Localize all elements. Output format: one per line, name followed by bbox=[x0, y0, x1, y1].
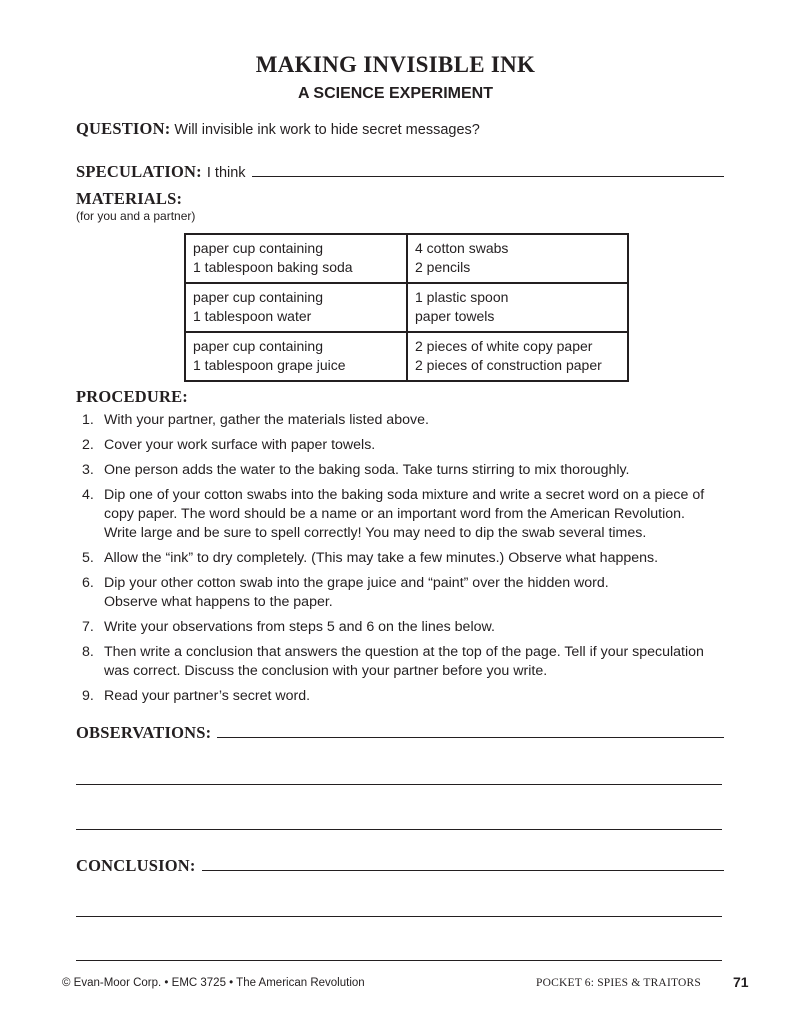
observations-write-line[interactable] bbox=[217, 723, 724, 738]
observations-label: OBSERVATIONS: bbox=[76, 723, 212, 742]
materials-cell: 1 plastic spoon paper towels bbox=[407, 283, 628, 332]
conclusion-write-line[interactable] bbox=[76, 916, 722, 917]
materials-row bbox=[185, 332, 628, 381]
materials-table bbox=[184, 233, 629, 382]
conclusion-write-line[interactable] bbox=[76, 960, 722, 961]
conclusion-row bbox=[76, 856, 724, 876]
observations-row bbox=[76, 723, 724, 743]
question-row bbox=[76, 119, 480, 139]
observations-write-line[interactable] bbox=[76, 784, 722, 785]
question-text: Will invisible ink work to hide secret messages? bbox=[174, 122, 480, 138]
speculation-write-line[interactable] bbox=[252, 162, 724, 177]
materials-note: (for you and a partner) bbox=[76, 209, 196, 223]
procedure-step: 6. Dip your other cotton swab into the grape juice and “paint” over the hidden word. Observe what happens to the paper. bbox=[82, 575, 609, 610]
page-subtitle: A SCIENCE EXPERIMENT bbox=[298, 85, 493, 102]
procedure-step: 5. Allow the “ink” to dry completely. (This may take a few minutes.) Observe what happens. bbox=[82, 550, 659, 566]
observations-write-line[interactable] bbox=[76, 829, 722, 830]
procedure-step: 7. Write your observations from steps 5 and 6 on the lines below. bbox=[82, 619, 495, 635]
procedure-label: PROCEDURE: bbox=[76, 387, 188, 406]
procedure-steps bbox=[76, 411, 726, 712]
materials-cell: 2 pieces of white copy paper 2 pieces of construction paper bbox=[407, 332, 628, 381]
speculation-row bbox=[76, 162, 724, 182]
materials-row bbox=[185, 234, 628, 283]
page-number: 71 bbox=[733, 974, 749, 990]
conclusion-write-line[interactable] bbox=[202, 856, 724, 871]
materials-row bbox=[185, 283, 628, 332]
materials-cell: 4 cotton swabs 2 pencils bbox=[407, 234, 628, 283]
procedure-step: 9. Read your partner’s secret word. bbox=[82, 688, 311, 704]
footer-section: POCKET 6: SPIES & TRAITORS bbox=[536, 977, 701, 989]
page-title: MAKING INVISIBLE INK bbox=[255, 52, 536, 77]
question-label: QUESTION: bbox=[76, 119, 171, 138]
materials-label: MATERIALS: bbox=[76, 189, 183, 208]
procedure-step: 3. One person adds the water to the baking soda. Take turns stirring to mix thoroughly. bbox=[82, 462, 630, 478]
footer-copyright: © Evan-Moor Corp. • EMC 3725 • The American Revolution bbox=[62, 977, 365, 989]
materials-cell: paper cup containing 1 tablespoon grape juice bbox=[185, 332, 407, 381]
speculation-label: SPECULATION: bbox=[76, 162, 202, 181]
conclusion-label: CONCLUSION: bbox=[76, 856, 196, 875]
procedure-step: 1. With your partner, gather the materials listed above. bbox=[82, 412, 429, 428]
materials-cell: paper cup containing 1 tablespoon water bbox=[185, 283, 407, 332]
speculation-text: I think bbox=[206, 165, 246, 181]
procedure-step: 4. Dip one of your cotton swabs into the baking soda mixture and write a secret word on a piece of copy paper. The word should be a name or an important word from the American Revolution. Write large and be sure to spell correctly! You may need to dip the swab several times. bbox=[82, 487, 705, 541]
procedure-step: 8. Then write a conclusion that answers the question at the top of the page. Tell if your speculation was correct. Discuss the conclusion with your partner before you write. bbox=[82, 644, 704, 679]
procedure-step: 2. Cover your work surface with paper towels. bbox=[82, 437, 376, 453]
materials-cell: paper cup containing 1 tablespoon baking soda bbox=[185, 234, 407, 283]
